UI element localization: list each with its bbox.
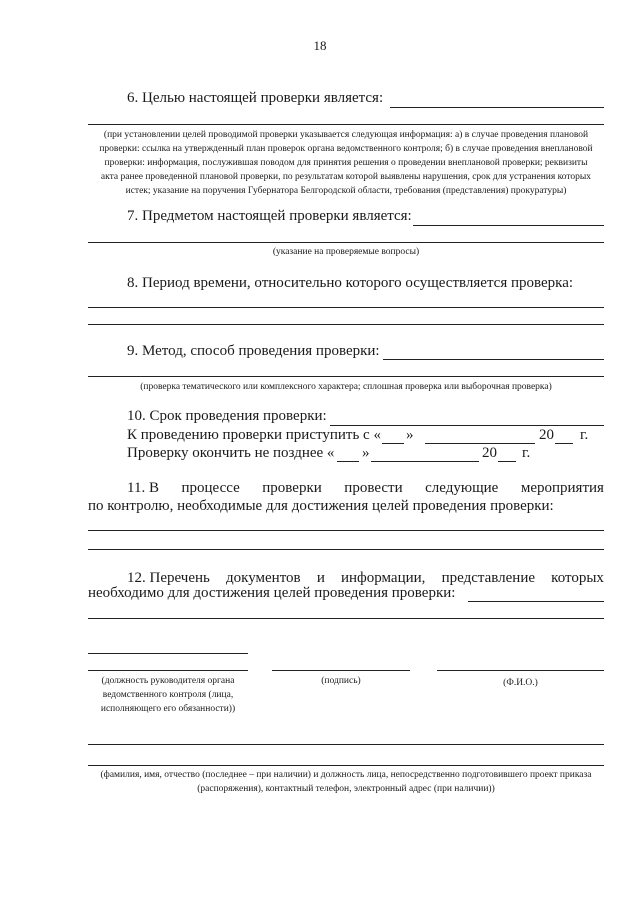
section-7-label: 7. Предметом настоящей проверки является: (127, 208, 412, 224)
section-7-note: (указание на проверяемые вопросы) (272, 247, 420, 257)
section-6-fill-line-2[interactable] (88, 124, 604, 125)
section-11-line-2: по контролю, необходимые для достижения целей проведения проверки: (88, 498, 554, 514)
section-6-note-line: (при установлении целей проводимой проверки указывается следующая информация: а) в случае проведения плановой (103, 130, 589, 140)
preparer-line-2[interactable] (88, 765, 604, 766)
signature-caption: (подпись) (321, 676, 361, 686)
section-11-word: 11. В (127, 480, 159, 496)
start-year-prefix: 20 (539, 427, 554, 443)
preparer-note (76, 768, 616, 796)
end-year-prefix: 20 (482, 445, 497, 461)
section-11-fill-line[interactable] (88, 530, 604, 531)
start-year-field[interactable] (555, 443, 573, 444)
section-6-note (76, 128, 616, 198)
section-9-note: (проверка тематического или комплексного характера; сплошная проверка или выборочная проверка) (140, 382, 552, 392)
section-6-note-line: проверки: информация, послужившая поводом для принятия решения о проведении внеплановой проверки; реквизиты (104, 158, 588, 168)
section-11-line-1 (127, 480, 604, 497)
section-12-word: информации, (341, 570, 426, 586)
section-11-fill-line-2[interactable] (88, 549, 604, 550)
section-7-fill-line-2[interactable] (88, 242, 604, 243)
start-month-field[interactable] (425, 443, 535, 444)
section-12-word: документов (226, 570, 301, 586)
section-6-label: 6. Целью настоящей проверки является: (127, 90, 384, 106)
position-caption-line: (должность руководителя органа (101, 676, 235, 686)
section-12-fill-line[interactable] (468, 601, 604, 602)
end-year-field[interactable] (498, 461, 516, 462)
section-9-label: 9. Метод, способ проведения проверки: (127, 343, 380, 359)
start-year-suffix: г. (580, 427, 589, 443)
position-line[interactable] (88, 670, 248, 671)
section-12-fill-line-2[interactable] (88, 618, 604, 619)
end-year-suffix: г. (522, 445, 531, 461)
section-9-fill-line-2[interactable] (88, 376, 604, 377)
section-6-note-line: акта ранее проведенной плановой проверки, по результатам которой выявлены нарушения, срок для устранения которых (100, 172, 592, 182)
section-8-fill-line-2[interactable] (88, 324, 604, 325)
section-6-note-line: истек; указание на поручения Губернатора Белгородской области, требования (представления) прокуратуры) (125, 186, 567, 196)
name-line[interactable] (437, 670, 604, 671)
section-11-word: следующие (425, 480, 499, 496)
section-12-word: и (316, 570, 325, 586)
section-6-note-line: проверки: ссылка на утвержденный план проверок органа ведомственного контроля; б) в случае проведения внеплановой (99, 144, 593, 154)
end-date-prefix: Проверку окончить не позднее « (127, 445, 335, 461)
start-day-field[interactable] (382, 443, 404, 444)
page-number: 18 (313, 38, 327, 53)
preparer-note-line: (фамилия, имя, отчество (последнее – при наличии) и должность лица, непосредственно подготовившего проект приказа (100, 770, 592, 780)
section-9-fill-line[interactable] (383, 359, 604, 360)
section-12-word: представление (441, 570, 536, 586)
section-10-label: 10. Срок проведения проверки: (127, 408, 327, 424)
section-11-word: процессе (181, 480, 240, 496)
end-day-field[interactable] (337, 461, 359, 462)
section-11-word: мероприятия (520, 480, 604, 496)
section-11-word: проверки (262, 480, 322, 496)
section-12-line-2: необходимо для достижения целей проведения проверки: (88, 585, 456, 601)
position-extra-line[interactable] (88, 653, 248, 654)
preparer-note-line: (распоряжения), контактный телефон, электронный адрес (при наличии)) (197, 784, 495, 794)
section-10-fill-line[interactable] (330, 425, 604, 426)
end-date-close: » (362, 445, 370, 461)
start-date-close: » (406, 427, 414, 443)
section-12-word: которых (551, 570, 604, 586)
start-date-prefix: К проведению проверки приступить с « (127, 427, 381, 443)
section-6-fill-line[interactable] (390, 107, 604, 108)
section-8-label: 8. Период времени, относительно которого осуществляется проверка: (127, 275, 574, 291)
section-12-word: 12. Перечень (127, 570, 210, 586)
position-caption (88, 674, 248, 716)
name-caption: (Ф.И.О.) (503, 678, 538, 688)
position-caption-line: исполняющего его обязанности)) (100, 704, 236, 714)
section-11-word: провести (344, 480, 403, 496)
section-7-fill-line[interactable] (413, 225, 604, 226)
position-caption-line: ведомственного контроля (лица, (102, 690, 234, 700)
end-month-field[interactable] (371, 461, 479, 462)
signature-line[interactable] (272, 670, 410, 671)
section-8-fill-line[interactable] (88, 307, 604, 308)
preparer-line[interactable] (88, 744, 604, 745)
